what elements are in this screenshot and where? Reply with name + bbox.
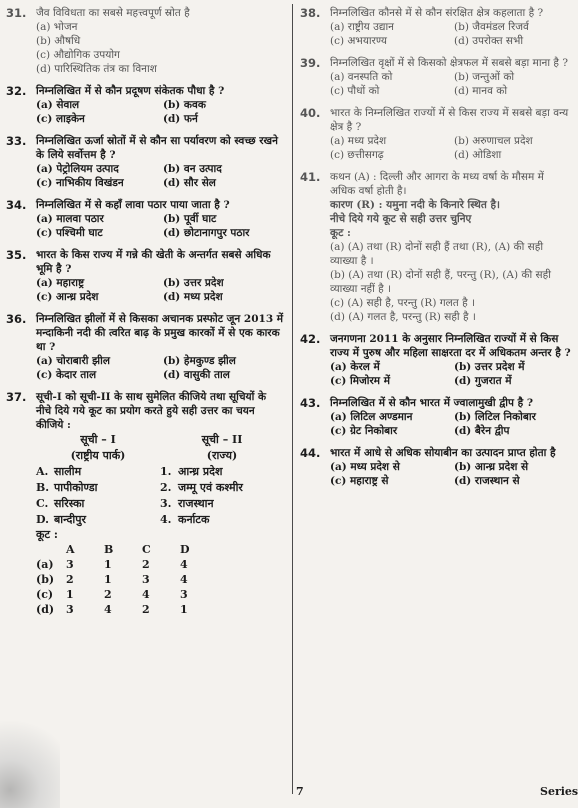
options bbox=[36, 20, 284, 76]
question-number: 31. bbox=[6, 6, 27, 20]
option-a: (a) मध्य प्रदेश bbox=[330, 135, 387, 147]
list-2-item: 4. कर्नाटक bbox=[160, 513, 210, 526]
question-40 bbox=[300, 106, 572, 162]
option-c: (c) मिजोरम में bbox=[330, 375, 391, 387]
option-a: (a) चोराबारी झील bbox=[36, 355, 110, 367]
option-d: (d) पारिस्थितिक तंत्र का विनाश bbox=[36, 63, 157, 75]
question-number: 39. bbox=[300, 56, 321, 70]
option-d: (d) उपरोक्त सभी bbox=[454, 35, 524, 47]
question-31 bbox=[6, 6, 284, 76]
options bbox=[36, 276, 284, 304]
question-text: सूची-I को सूची-II के साथ सुमेलित कीजिये तथा सूचियों के नीचे दिये गये कूट का प्रयोग करते हुये सही उत्तर का चयन कीजिये : bbox=[36, 391, 267, 431]
option-a: (a) महाराष्ट्र bbox=[36, 277, 85, 289]
option-b: (b) उत्तर प्रदेश में bbox=[454, 361, 525, 373]
question-number: 44. bbox=[300, 446, 321, 460]
option-b: (b) जैवमंडल रिजर्व bbox=[454, 21, 529, 33]
question-33 bbox=[6, 134, 284, 190]
option-a: (a) भोजन bbox=[36, 21, 78, 33]
options bbox=[330, 134, 572, 162]
right-column bbox=[300, 6, 572, 496]
question-38 bbox=[300, 6, 572, 48]
option-b: (b) आन्ध्र प्रदेश से bbox=[454, 461, 529, 473]
question-37 bbox=[6, 390, 284, 617]
option-d: (d) वासुकी ताल bbox=[163, 369, 230, 381]
options bbox=[330, 20, 572, 48]
options bbox=[330, 360, 572, 388]
question-number: 36. bbox=[6, 312, 27, 326]
question-number: 34. bbox=[6, 198, 27, 212]
question-text: जनगणना 2011 के अनुसार निम्नलिखित राज्यों में से किस राज्य में पुरुष और महिला साक्षरता दर में अधिकतम अन्तर है ? bbox=[330, 333, 571, 359]
option-b: (b) लिटिल निकोबार bbox=[454, 411, 536, 423]
options bbox=[330, 70, 572, 98]
option-c: (c) केदार ताल bbox=[36, 369, 97, 381]
code-option-a: (a) 3 1 2 4 bbox=[36, 558, 188, 571]
option-a: (a) वनस्पति को bbox=[330, 71, 393, 83]
question-32 bbox=[6, 84, 284, 126]
question-number: 38. bbox=[300, 6, 321, 20]
assertion-text: कथन (A) : दिल्ली और आगरा के मध्य वर्षा के मौसम में अधिक वर्षा होती है। bbox=[330, 171, 544, 197]
option-d: (d) ओडिशा bbox=[454, 149, 502, 161]
question-43 bbox=[300, 396, 572, 438]
question-41 bbox=[300, 170, 572, 324]
list-1-item: C. सरिस्का bbox=[36, 497, 85, 510]
option-c: (c) आन्ध्र प्रदेश bbox=[36, 291, 99, 303]
option-b: (b) वन उत्पाद bbox=[163, 163, 222, 175]
page-number: 7 bbox=[296, 785, 304, 798]
series-label: Series bbox=[540, 785, 578, 798]
list-1-heading: सूची – I bbox=[80, 433, 116, 446]
list-2-item: 2. जम्मू एवं कश्मीर bbox=[160, 481, 243, 494]
option-d: (d) मानव को bbox=[454, 85, 508, 97]
question-text: जैव विविधता का सबसे महत्त्वपूर्ण स्रोत है bbox=[36, 7, 190, 19]
option-b: (b) (A) तथा (R) दोनों सही हैं, परन्तु (R), (A) की सही व्याख्या नहीं है । bbox=[330, 269, 551, 295]
match-table bbox=[36, 432, 284, 528]
left-column bbox=[6, 6, 284, 625]
option-b: (b) कवक bbox=[163, 99, 206, 111]
option-a: (a) राष्ट्रीय उद्यान bbox=[330, 21, 394, 33]
option-d: (d) गुजरात में bbox=[454, 375, 512, 387]
question-text: भारत के किस राज्य में गन्ने की खेती के अन्तर्गत सबसे अधिक भूमि है ? bbox=[36, 249, 271, 275]
codes-table bbox=[36, 528, 284, 617]
list-1-subheading: (राष्ट्रीय पार्क) bbox=[70, 449, 126, 462]
code-label: कूट : bbox=[330, 227, 351, 239]
question-35 bbox=[6, 248, 284, 304]
option-d: (d) (A) गलत है, परन्तु (R) सही है । bbox=[330, 311, 476, 323]
question-text: निम्नलिखित में से कौन भारत में ज्वालामुखी द्वीप है ? bbox=[330, 397, 534, 409]
option-b: (b) जन्तुओं को bbox=[454, 71, 515, 83]
option-c: (c) अभयारण्य bbox=[330, 35, 387, 47]
options bbox=[36, 98, 284, 126]
option-a: (a) मध्य प्रदेश से bbox=[330, 461, 400, 473]
option-d: (d) सौर सेल bbox=[163, 177, 216, 189]
option-c: (c) नाभिकीय विखंडन bbox=[36, 177, 124, 189]
option-a: (a) लिटिल अण्डमान bbox=[330, 411, 413, 423]
option-a: (a) (A) तथा (R) दोनों सही हैं तथा (R), (A) की सही व्याख्या है । bbox=[330, 241, 544, 267]
option-d: (d) फर्न bbox=[163, 113, 198, 125]
option-d: (d) मध्य प्रदेश bbox=[163, 291, 223, 303]
question-text: निम्नलिखित कौनसे में से कौन संरक्षित क्षेत्र कहलाता है ? bbox=[330, 7, 544, 19]
code-option-c: (c) 1 2 4 3 bbox=[36, 588, 188, 601]
list-2-heading: सूची – II bbox=[201, 433, 243, 446]
question-number: 33. bbox=[6, 134, 27, 148]
question-text: निम्नलिखित वृक्षों में से किसको क्षेत्रफल में सबसे बड़ा माना है ? bbox=[330, 57, 568, 69]
list-2-subheading: (राज्य) bbox=[206, 449, 238, 462]
question-number: 32. bbox=[6, 84, 27, 98]
list-1-item: D. बान्दीपुर bbox=[36, 513, 86, 526]
option-a: (a) सेवाल bbox=[36, 99, 80, 111]
option-a: (a) मालवा पठार bbox=[36, 213, 104, 225]
code-option-b: (b) 2 1 3 4 bbox=[36, 573, 188, 586]
question-number: 41. bbox=[300, 170, 321, 184]
option-d: (d) छोटानागपुर पठार bbox=[163, 227, 250, 239]
options bbox=[330, 460, 572, 488]
option-b: (b) हेमकुण्ड झील bbox=[163, 355, 236, 367]
question-text: निम्नलिखित में से कौन प्रदूषण संकेतक पौधा है ? bbox=[36, 85, 225, 97]
option-c: (c) महाराष्ट्र से bbox=[330, 475, 389, 487]
option-b: (b) उत्तर प्रदेश bbox=[163, 277, 224, 289]
codes-header: A B C D bbox=[66, 543, 190, 556]
reason-text: कारण (R) : यमुना नदी के किनारे स्थित है। bbox=[330, 199, 501, 211]
option-c: (c) छत्तीसगढ़ bbox=[330, 149, 384, 161]
question-text: निम्नलिखित ऊर्जा स्रोतों में से कौन सा पर्यावरण को स्वच्छ रखने के लिये सर्वोत्तम है ? bbox=[36, 135, 278, 161]
options bbox=[330, 410, 572, 438]
list-1-item: A. सालीम bbox=[36, 465, 82, 478]
scan-shadow bbox=[0, 650, 60, 808]
question-text: निम्नलिखित झीलों में से किसका अचानक प्रस्फोट जून 2013 में मन्दाकिनी नदी की त्वरित बाढ़ के प्रमुख कारकों में से एक कारक था ? bbox=[36, 313, 284, 353]
option-c: (c) औद्योगिक उपयोग bbox=[36, 49, 120, 61]
options bbox=[36, 162, 284, 190]
option-b: (b) औषधि bbox=[36, 35, 81, 47]
option-c: (c) लाइकेन bbox=[36, 113, 85, 125]
question-44 bbox=[300, 446, 572, 488]
option-b: (b) अरुणाचल प्रदेश bbox=[454, 135, 533, 147]
options bbox=[36, 212, 284, 240]
question-42 bbox=[300, 332, 572, 388]
option-c: (c) पौधों को bbox=[330, 85, 380, 97]
option-a: (a) पेट्रोलियम उत्पाद bbox=[36, 163, 119, 175]
question-text: निम्नलिखित में से कहाँ लावा पठार पाया जाता है ? bbox=[36, 199, 230, 211]
question-text: भारत के निम्नलिखित राज्यों में से किस राज्य में सबसे बड़ा वन्य क्षेत्र है ? bbox=[330, 107, 569, 133]
instruction-text: नीचे दिये गये कूट से सही उत्तर चुनिए bbox=[330, 213, 472, 225]
question-39 bbox=[300, 56, 572, 98]
option-a: (a) केरल में bbox=[330, 361, 380, 373]
question-36 bbox=[6, 312, 284, 382]
option-d: (d) बैरेन द्वीप bbox=[454, 425, 510, 437]
code-option-d: (d) 3 4 2 1 bbox=[36, 603, 188, 616]
options bbox=[330, 240, 572, 324]
codes-label: कूट : bbox=[36, 528, 58, 541]
list-2-item: 1. आन्ध्र प्रदेश bbox=[160, 465, 223, 478]
options bbox=[36, 354, 284, 382]
question-34 bbox=[6, 198, 284, 240]
option-c: (c) (A) सही है, परन्तु (R) गलत है । bbox=[330, 297, 476, 309]
question-number: 35. bbox=[6, 248, 27, 262]
option-c: (c) पश्चिमी घाट bbox=[36, 227, 103, 239]
question-number: 37. bbox=[6, 390, 27, 404]
column-divider bbox=[292, 4, 293, 794]
option-d: (d) राजस्थान से bbox=[454, 475, 520, 487]
list-2-item: 3. राजस्थान bbox=[160, 497, 214, 510]
question-number: 40. bbox=[300, 106, 321, 120]
option-b: (b) पूर्वी घाट bbox=[163, 213, 217, 225]
option-c: (c) ग्रेट निकोबार bbox=[330, 425, 398, 437]
question-text: भारत में आधे से अधिक सोयाबीन का उत्पादन प्राप्त होता है bbox=[330, 447, 556, 459]
question-number: 42. bbox=[300, 332, 321, 346]
question-number: 43. bbox=[300, 396, 321, 410]
list-1-item: B. पापीकोण्डा bbox=[36, 481, 98, 494]
